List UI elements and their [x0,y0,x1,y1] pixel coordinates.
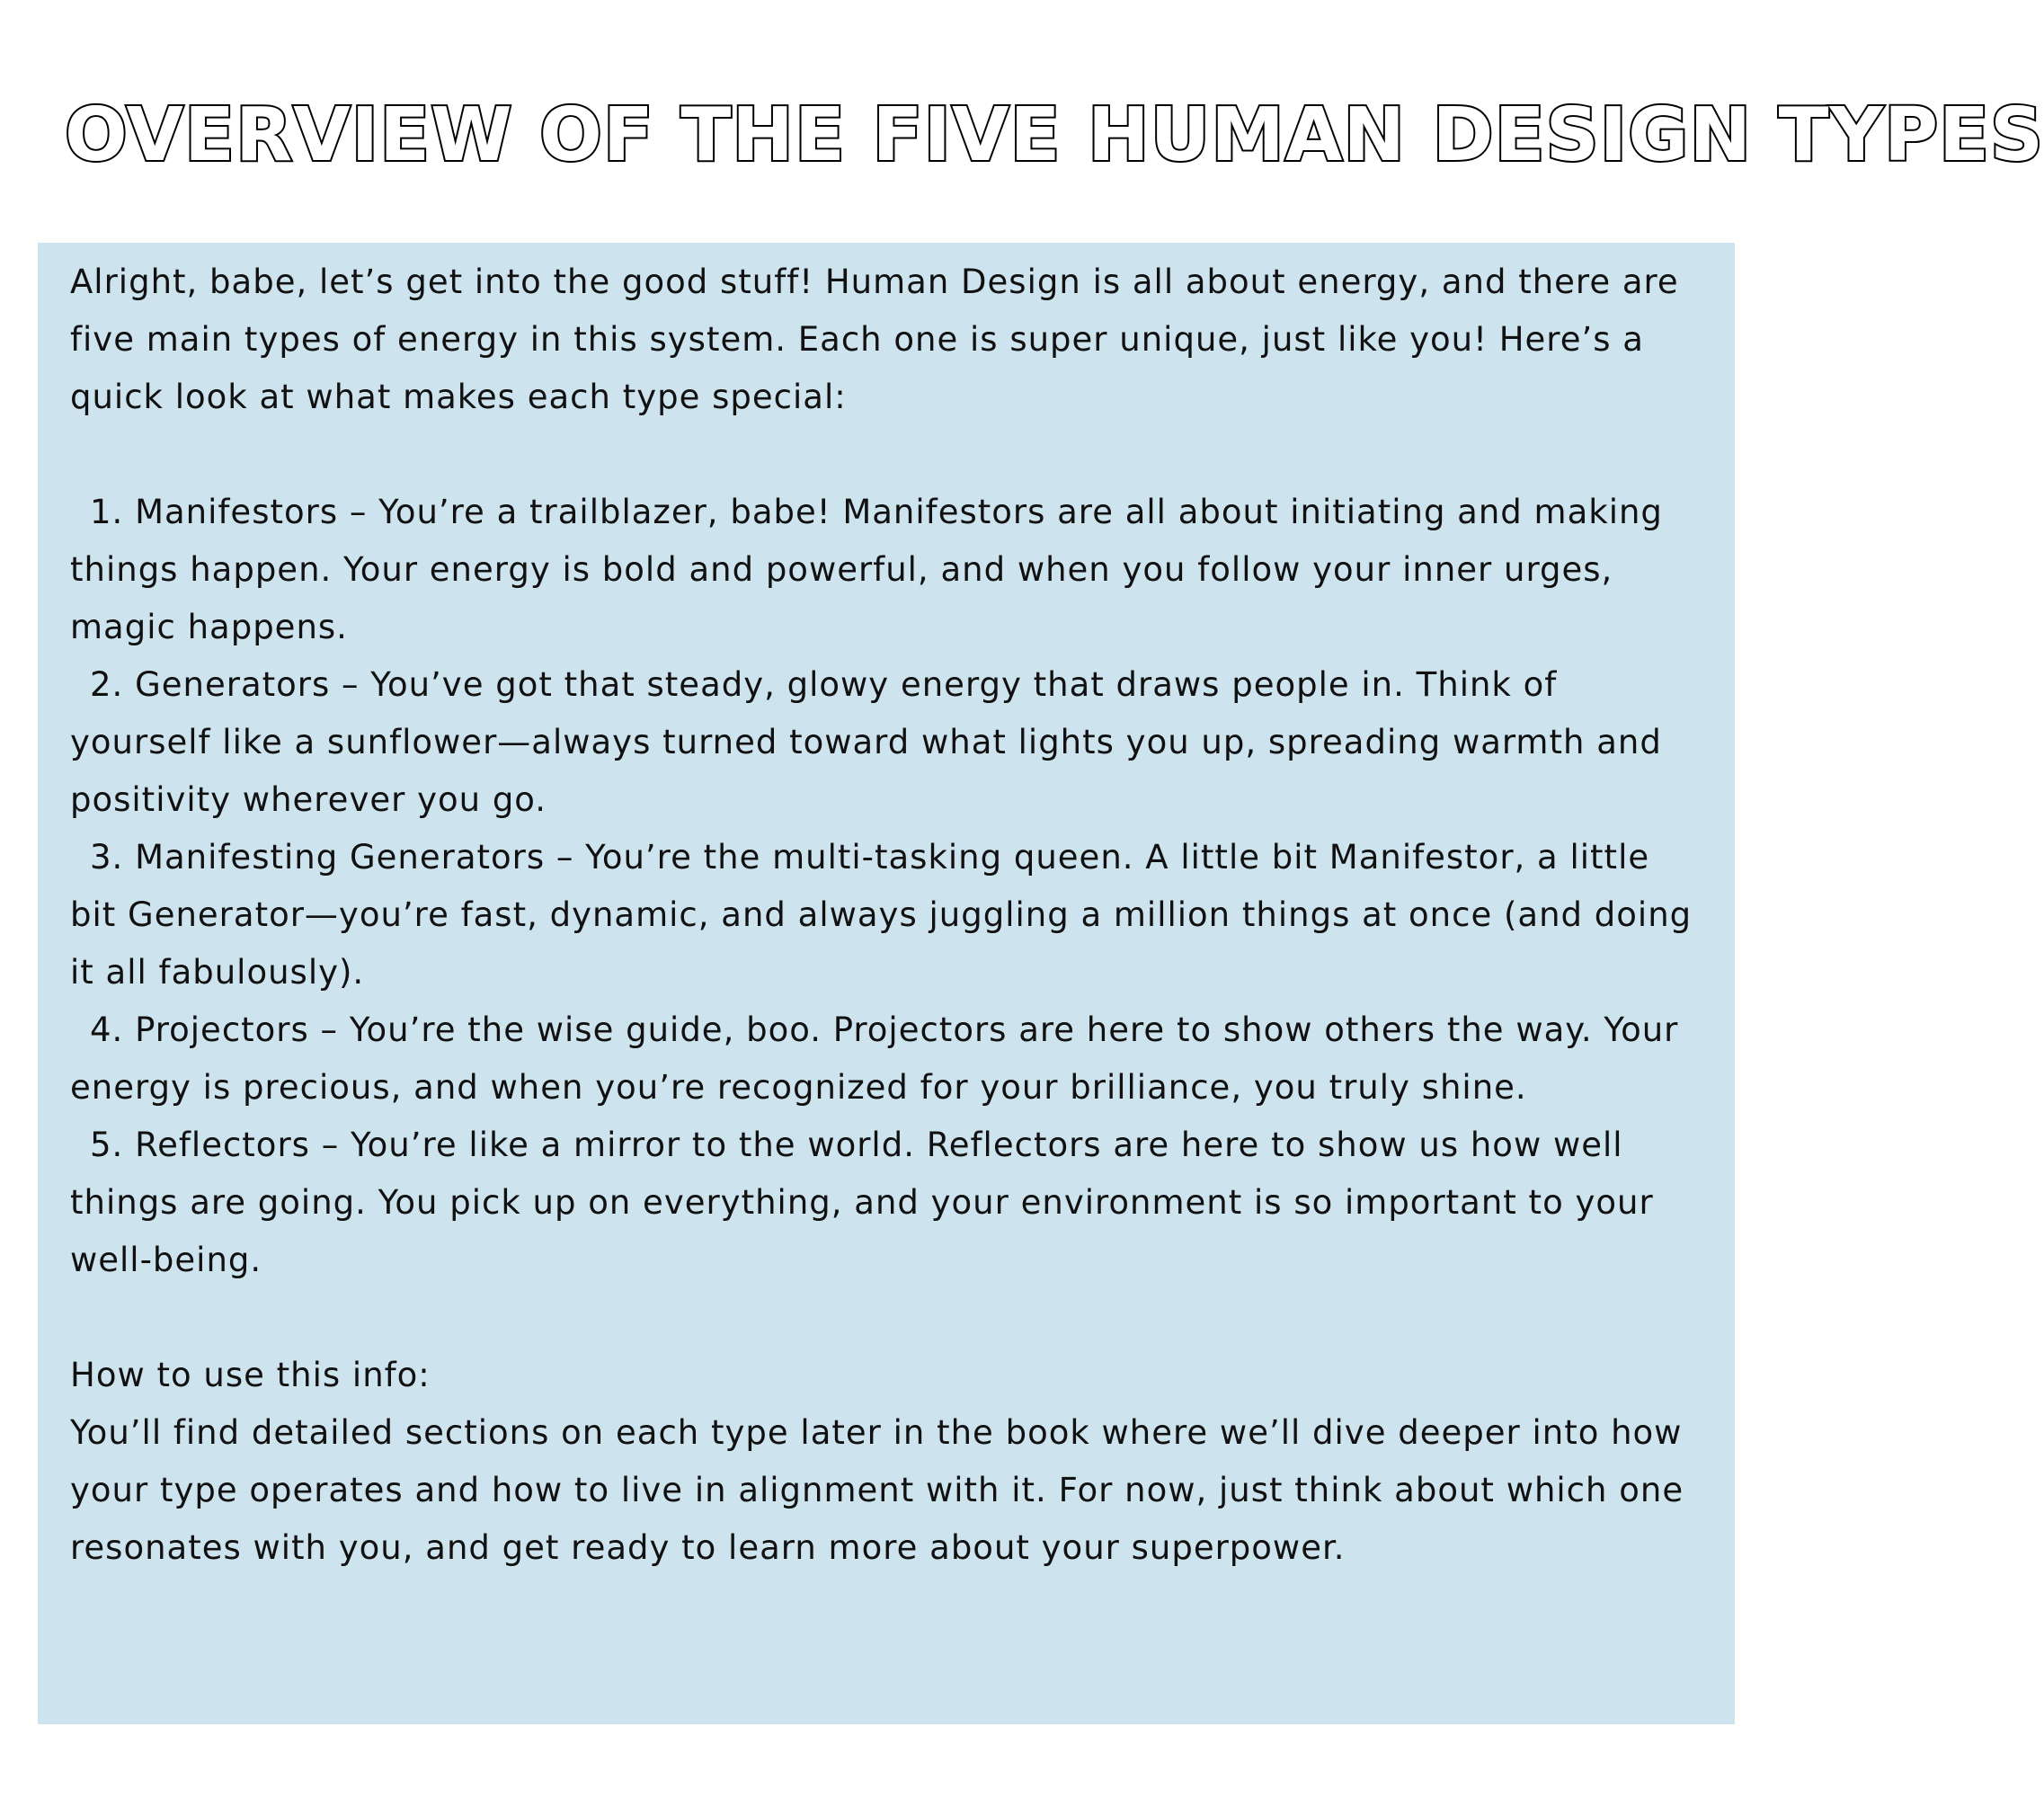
type-text: Projectors – You’re the wise guide, boo. Projectors are here to show others the way. Your energy is precious, and when you’re recognized for your brilliance, you truly shine. [70,1010,1679,1107]
content-box [38,243,1735,1724]
type-number: 5. [90,1126,124,1164]
type-item-manifesting-generators [70,829,1699,1001]
type-item-reflectors [70,1117,1699,1289]
type-item-generators [70,656,1699,829]
spacer [70,1289,1699,1347]
type-text: Manifestors – You’re a trailblazer, babe! Manifestors are all about initiating and making things happen. Your energy is bold and powerful, and when you follow your inner urges, magic happens. [70,493,1663,646]
page-title: OVERVIEW OF THE FIVE HUMAN DESIGN TYPES [65,93,2044,178]
how-to-use-heading: How to use this info: [70,1356,431,1394]
type-text: Generators – You’ve got that steady, glowy energy that draws people in. Think of yourself like a sunflower—always turned toward what lights you up, spreading warmth and positivity wherever you go. [70,665,1662,819]
type-number: 4. [90,1010,124,1049]
type-text: Manifesting Generators – You’re the multi-tasking queen. A little bit Manifestor, a little bit Generator—you’re fast, dynamic, and always juggling a million things at once (and doing it all fabulously). [70,838,1693,992]
type-number: 3. [90,838,124,877]
type-number: 1. [90,493,124,531]
intro-paragraph: Alright, babe, let’s get into the good stuff! Human Design is all about energy, and there are five main types of energy in this system. Each one is super unique, just like you! Here’s a quick look at what makes each type special: [70,263,1679,416]
spacer [70,426,1699,484]
type-item-projectors [70,1001,1699,1117]
type-item-manifestors [70,484,1699,656]
type-number: 2. [90,665,124,704]
how-to-use-paragraph: You’ll find detailed sections on each type later in the book where we’ll dive deeper into how your type operates and how to live in alignment with it. For now, just think about which one resonates with you, and get ready to learn more about your superpower. [70,1413,1684,1567]
type-text: Reflectors – You’re like a mirror to the world. Reflectors are here to show us how well things are going. You pick up on everything, and your environment is so important to your well-being. [70,1126,1654,1279]
